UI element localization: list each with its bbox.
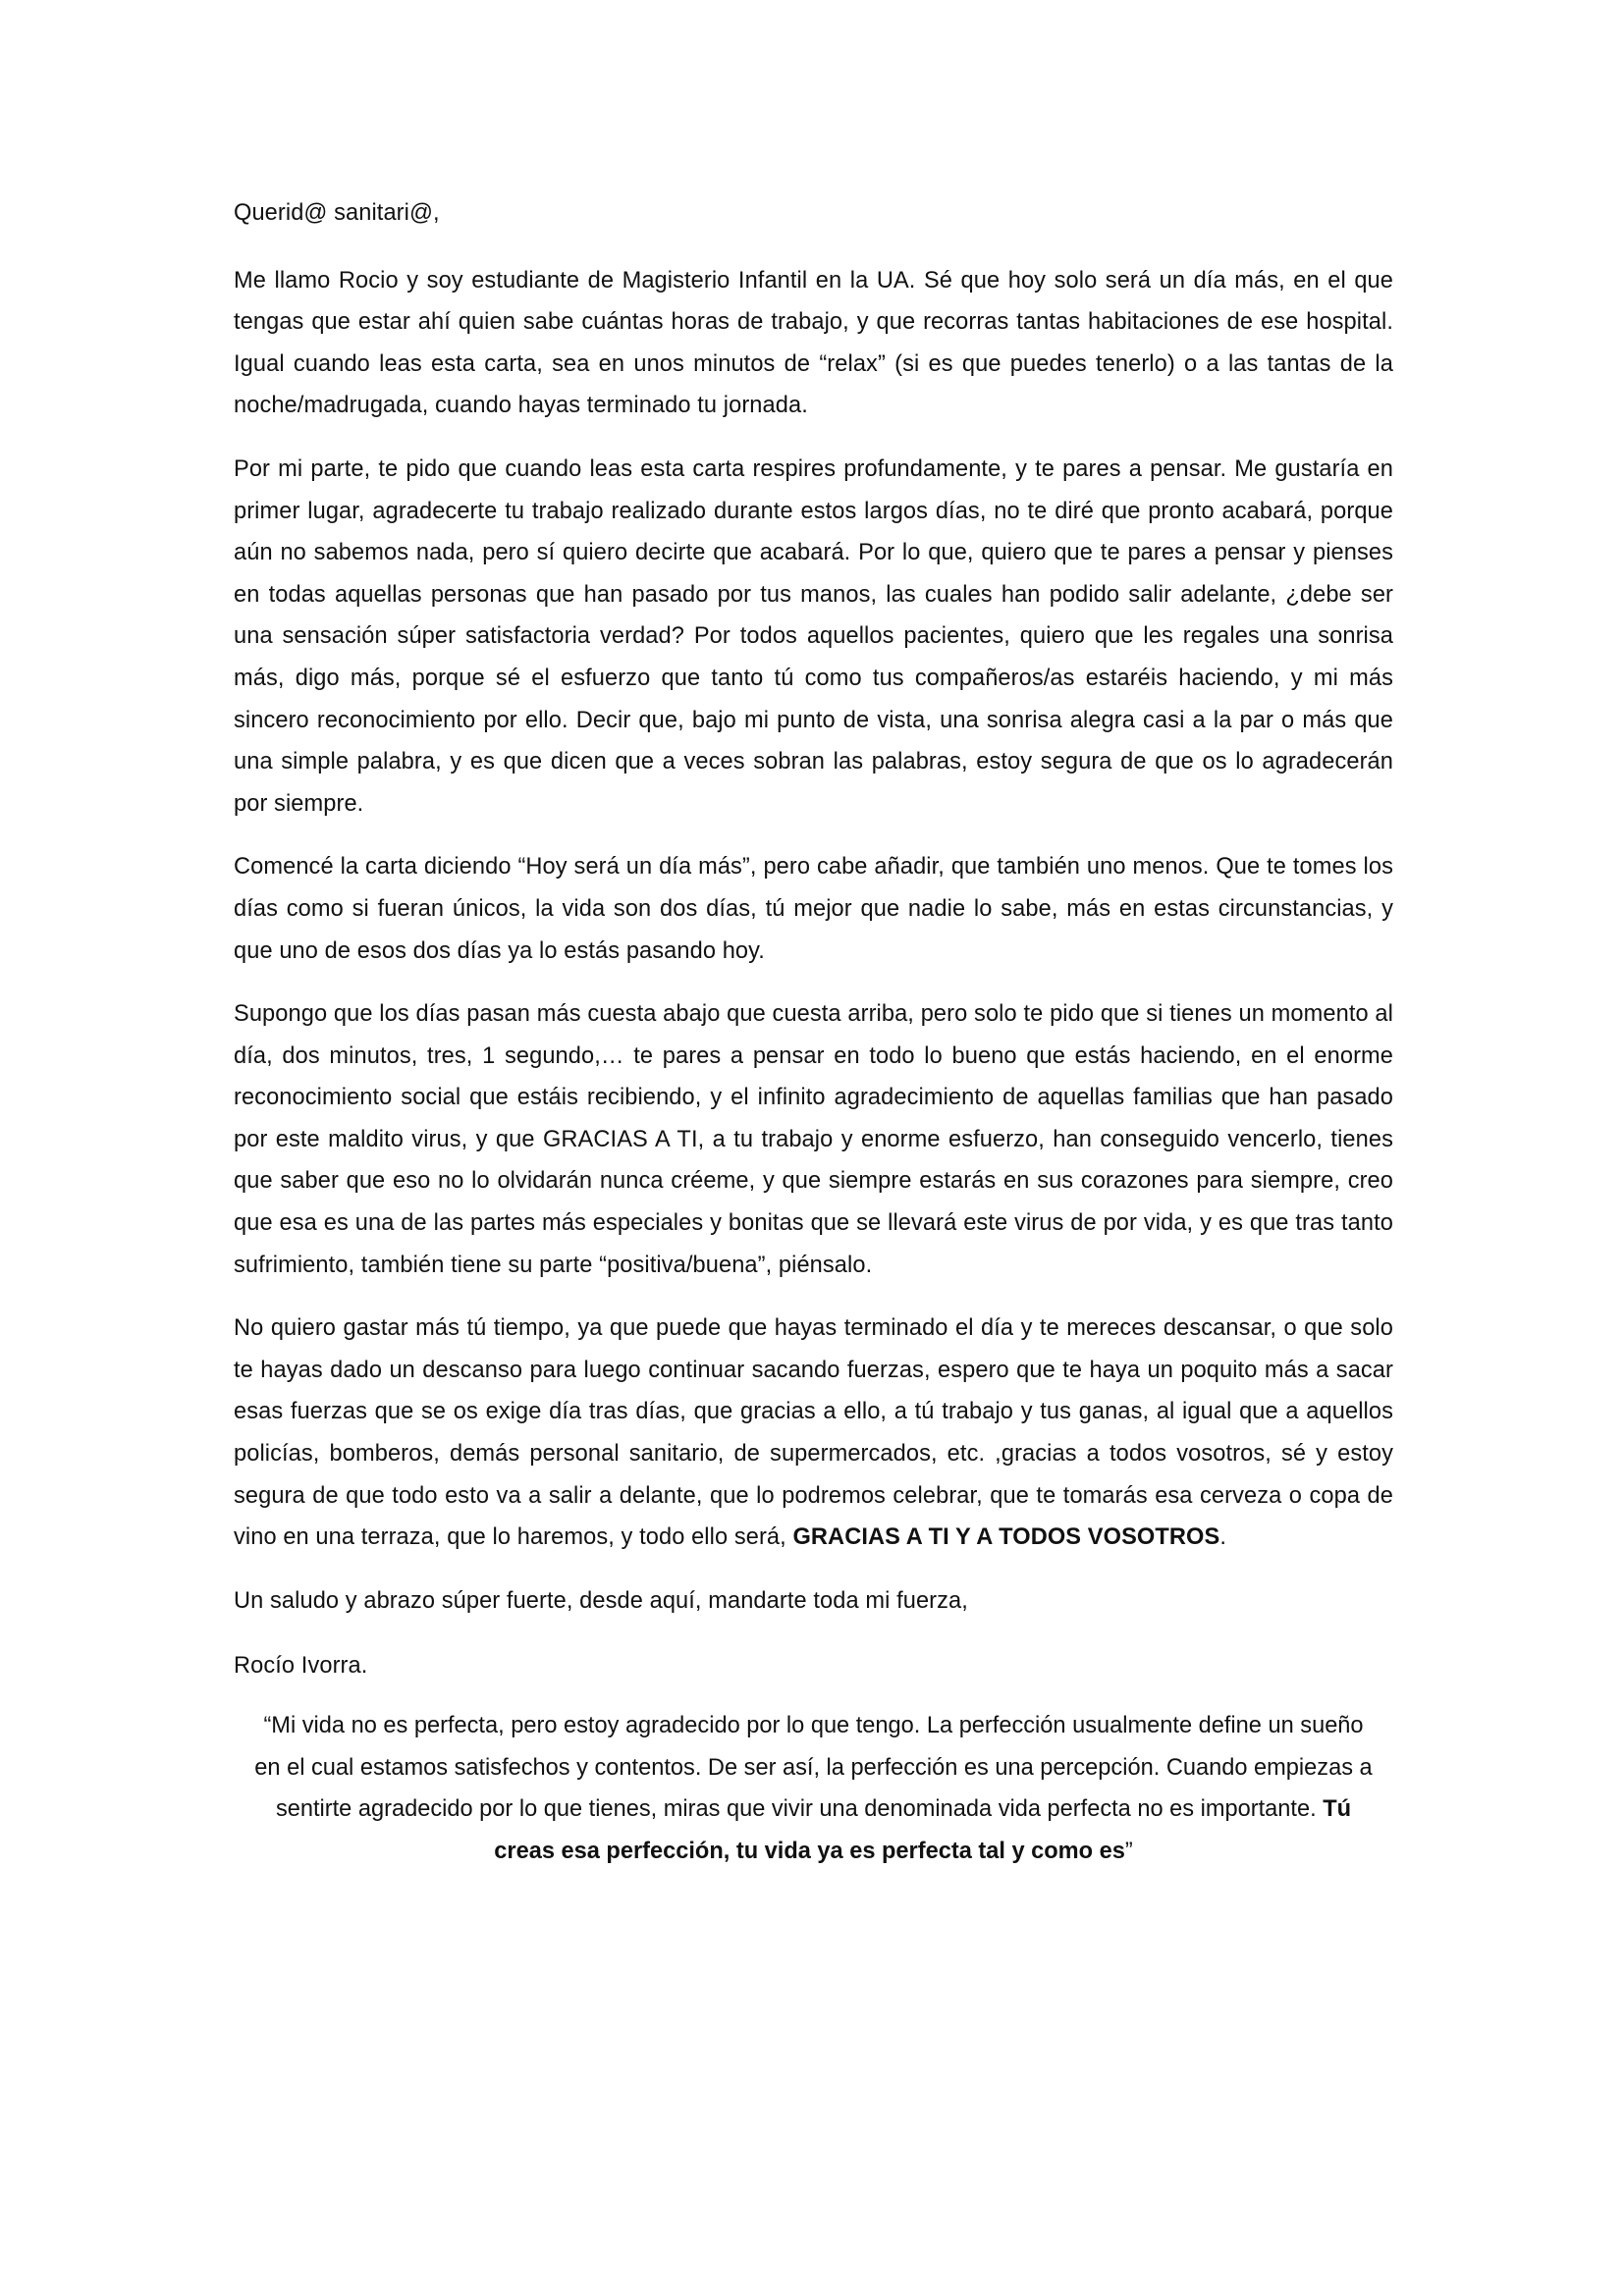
letter-highlight-thanks: GRACIAS A TI Y A TODOS VOSOTROS [792,1524,1220,1551]
closing-quote [249,1705,1379,1872]
letter-paragraph-gratitude: Por mi parte, te pido que cuando leas esta carta respires profundamente, y te pares a pensar. Me gustaría en primer lugar, agradecerte tu trabajo realizado durante estos largos días, no te diré que pronto acabará, porque aún no sabemos nada, pero sí quiero decirte que acabará. Por lo que, quiero que te pares a pensar y pienses en todas aquellas personas que han pasado por tus manos, las cuales han podido salir adelante, ¿debe ser una sensación súper satisfactoria verdad? Por todos aquellos pacientes, quiero que les regales una sonrisa más, digo más, porque sé el esfuerzo que tanto tú como tus compañeros/as estaréis haciendo, y mi más sincero reconocimiento por ello. Decir que, bajo mi punto de vista, una sonrisa alegra casi a la par o más que una simple palabra, y es que dicen que a veces sobran las palabras, estoy segura de que os lo agradecerán por siempre. [234,455,1393,817]
letter-paragraph-intro: Me llamo Rocio y soy estudiante de Magisterio Infantil en la UA. Sé que hoy solo será un día más, en el que tengas que estar ahí quien sabe cuántas horas de trabajo, y que recorras tantas habitaciones de ese hospital. Igual cuando leas esta carta, sea en unos minutos de “relax” (si es que puedes tenerlo) o a las tantas de la noche/madrugada, cuando hayas terminado tu jornada. [234,267,1393,419]
letter-paragraph-recognition: Supongo que los días pasan más cuesta abajo que cuesta arriba, pero solo te pido que si tienes un momento al día, dos minutos, tres, 1 segundo,… te pares a pensar en todo lo bueno que estás haciendo, en el enorme reconocimiento social que estáis recibiendo, y el infinito agradecimiento de aquellas familias que han pasado por este maldito virus, y que GRACIAS A TI, a tu trabajo y enorme esfuerzo, han conseguido vencerlo, tienes que saber que eso no lo olvidarán nunca créeme, y que siempre estarás en sus corazones para siempre, creo que esa es una de las partes más especiales y bonitas que se llevará este virus de por vida, y es que tras tanto sufrimiento, también tiene su parte “positiva/buena”, piénsalo. [234,1001,1393,1278]
letter-greeting: Querid@ sanitari@, [234,200,440,226]
closing-quote-text: “Mi vida no es perfecta, pero estoy agradecido por lo que tengo. La perfección usualmente define un sueño en el cual estamos satisfechos y contentos. De ser así, la perfección es una percepción. Cuando empiezas a sentirte agradecido por lo que tienes, miras que vivir una denominada vida perfecta no es importante. [254,1713,1373,1823]
letter-signature: Rocío Ivorra. [234,1653,368,1680]
letter-page [234,192,1393,1872]
letter-closing: Un saludo y abrazo súper fuerte, desde aquí, mandarte toda mi fuerza, [234,1587,968,1614]
letter-paragraph-final-end: . [1219,1524,1226,1551]
letter-paragraph-final [234,1308,1393,1559]
closing-quote-end: ” [1124,1838,1133,1864]
letter-paragraph-final-text: No quiero gastar más tú tiempo, ya que puede que hayas terminado el día y te mereces descansar, o que solo te hayas dado un descanso para luego continuar sacando fuerzas, espero que te haya un poquito más a sacar esas fuerzas que se os exige día tras días, que gracias a ello, a tú trabajo y tus ganas, al igual que a aquellos policías, bomberos, demás personal sanitario, de supermercados, etc. ,gracias a todos vosotros, sé y estoy segura de que todo esto va a salir a delante, que lo podremos celebrar, que te tomarás esa cerveza o copa de vino en una terraza, que lo haremos, y todo ello será, [234,1315,1393,1551]
closing-quote-highlight: Tú creas esa perfección, tu vida ya es perfecta tal y como es [494,1796,1352,1864]
letter-paragraph-one-day: Comencé la carta diciendo “Hoy será un día más”, pero cabe añadir, que también uno menos. Que te tomes los días como si fueran únicos, la vida son dos días, tú mejor que nadie lo sabe, más en estas circunstancias, y que uno de esos dos días ya lo estás pasando hoy. [234,854,1393,964]
